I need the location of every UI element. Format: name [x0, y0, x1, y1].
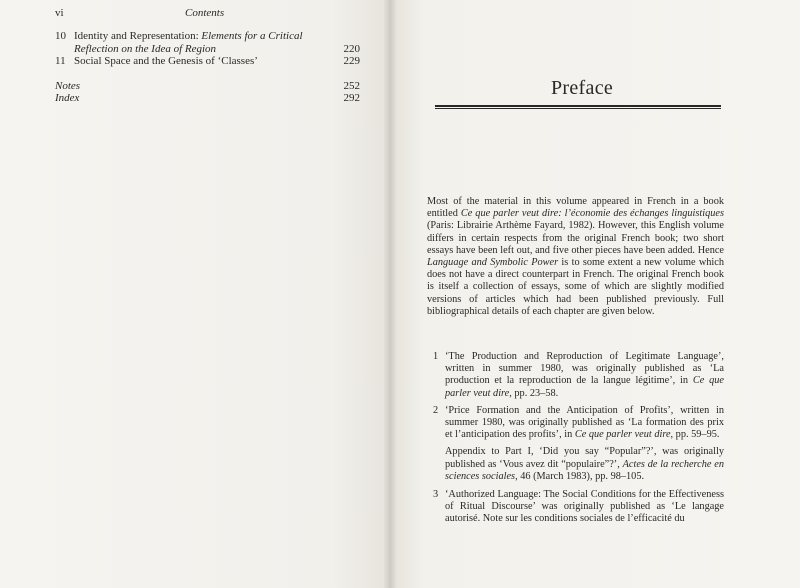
toc-entry-title	[74, 55, 324, 68]
toc-back-matter	[55, 92, 360, 105]
toc-back-page: 252	[343, 79, 360, 92]
toc-back-title: Notes	[55, 79, 81, 92]
toc-entry-number: 10	[55, 30, 66, 42]
chapter-sources-list	[427, 351, 724, 531]
toc-title-plain: Identity and Representation:	[74, 30, 202, 42]
item-number: 1	[433, 351, 439, 362]
appendix-text-plain: Appendix to Part I, ‘Did you say “Popular”?’, was originally published as ‘Vous avez dit “populaire”?’,	[445, 446, 724, 470]
toc-title-italic: Elements for a Critical Reflection on the Idea of Region	[74, 30, 303, 55]
item-text-italic: Ce que parler veut dire	[574, 429, 671, 441]
title-rule-thick	[435, 105, 721, 107]
table-of-contents	[55, 30, 360, 105]
title-rule-thin	[435, 108, 721, 109]
toc-entry-number: 11	[55, 55, 66, 67]
appendix-journal: Actes de la recherche en sciences sociales	[445, 458, 724, 482]
toc-entry-page: 229	[343, 55, 360, 67]
toc-title-plain: Social Space and the Genesis of ‘Classes’	[74, 55, 258, 67]
toc-entry	[55, 55, 360, 68]
item-text-italic: Ce que parler veut dire	[445, 375, 724, 399]
intro-volume-title: Language and Symbolic Power	[427, 257, 559, 269]
book-gutter	[384, 0, 396, 588]
toc-back-page: 292	[343, 92, 360, 104]
intro-text: (Paris: Librairie Arthème Fayard, 1982). However, this English volume differs in certain respects from the original French book; two short essays have been left out, and five other pieces have been added. Hence	[427, 220, 724, 256]
list-item	[427, 489, 724, 526]
item-text-plain: , pp. 59–95.	[670, 429, 720, 441]
appendix-note	[445, 446, 724, 483]
list-item	[427, 405, 724, 442]
list-item	[427, 351, 724, 400]
item-text-plain: , pp. 23–58.	[509, 387, 559, 399]
toc-back-title: Index	[55, 92, 80, 104]
item-text-plain: ‘The Production and Reproduction of Legitimate Language’, written in summer 1980, was originally published as ‘La production et la reproduction de la langue légitime’, in	[445, 351, 724, 387]
intro-text: is to some extent a new volume which does not have a direct counterpart in French. The original French book is itself a collection of essays, some of which are slightly modified versions of articles which had been published previously. Full bibliographical details of each chapter are given below.	[427, 257, 725, 317]
page-number: vi	[55, 7, 64, 19]
item-text	[445, 405, 724, 442]
item-text-plain: ‘Price Formation and the Anticipation of Profits’, written in summer 1980, was originally published as ‘La formation des prix et l’anticipation des profits’, in	[445, 404, 724, 441]
item-text: ‘Authorized Language: The Social Conditions for the Effectiveness of Ritual Discourse’ was originally published as ‘Le langage autorisé. Note sur les conditions sociales de l’efficacité du	[445, 489, 724, 525]
toc-back-matter	[55, 80, 360, 93]
item-number: 2	[433, 404, 439, 416]
preface-intro-paragraph	[427, 196, 724, 318]
running-title: Contents	[185, 7, 225, 19]
item-text	[445, 351, 724, 400]
intro-book-title: Ce que parler veut dire: l’économie des échanges linguistiques	[460, 208, 724, 220]
toc-entry-page: 220	[343, 42, 360, 55]
intro-text: Most of the material in this volume appeared in French in a book entitled	[427, 196, 724, 220]
preface-title: Preface	[551, 77, 614, 99]
item-number: 3	[433, 489, 439, 501]
toc-entry	[55, 30, 360, 55]
appendix-text-plain: , 46 (March 1983), pp. 98–105.	[515, 470, 645, 482]
toc-entry-title	[74, 30, 324, 55]
